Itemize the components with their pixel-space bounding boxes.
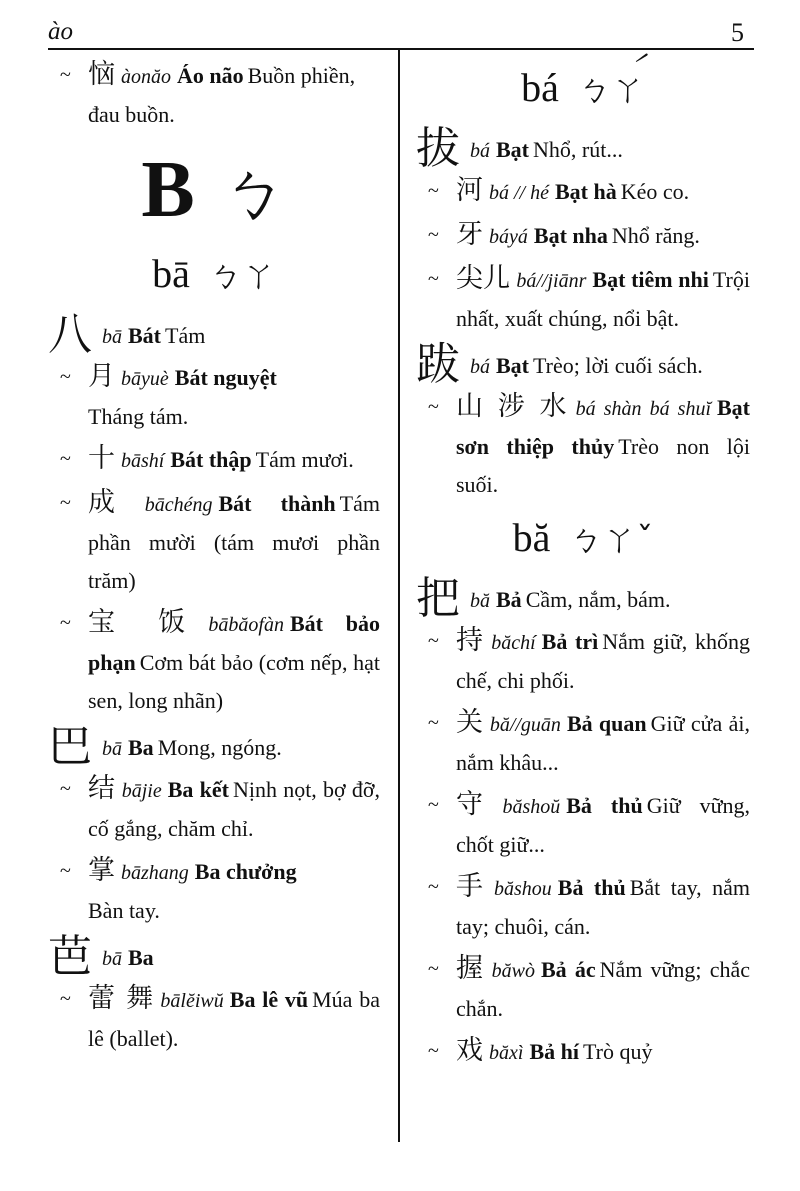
sub-entry [416, 216, 750, 256]
pinyin: bāchéng [144, 494, 213, 516]
hanzi: 尖儿 [456, 263, 511, 294]
pinyin: bá [470, 140, 490, 162]
sino-vietnamese: Bát [128, 323, 161, 348]
sino-vietnamese: Ba kết [167, 777, 229, 802]
sub-entry [48, 484, 380, 600]
sub-entry [48, 440, 380, 480]
meaning: Giữ vững, chốt giữ... [456, 793, 750, 857]
sino-vietnamese: Bạt hà [555, 179, 617, 204]
pinyin: bá [470, 356, 490, 378]
syllable-latin: bá [521, 65, 559, 110]
meaning: Nắm giữ, khống chế, chi phối. [456, 629, 750, 693]
sub-entry [48, 604, 380, 720]
pinyin: bāshí [121, 450, 165, 472]
sub-entry [48, 980, 380, 1058]
meaning: Trội nhất, xuất chúng, nổi bật. [456, 267, 750, 331]
sino-vietnamese: Ba [128, 945, 154, 970]
meaning: Nhổ, rút... [533, 137, 623, 162]
sino-vietnamese: Bạt [496, 137, 529, 162]
tilde-mark: ~ [428, 396, 439, 418]
tilde-mark: ~ [428, 958, 439, 980]
sub-entry-aonao [48, 56, 380, 134]
pinyin: bāzhang [121, 862, 189, 884]
main-entry-ba-hope [48, 721, 380, 772]
meaning: Giữ cửa ải, nắm khâu... [456, 711, 750, 775]
tilde-mark: ~ [428, 794, 439, 816]
pinyin: băwò [491, 960, 535, 982]
headword-hanzi: 八 [48, 309, 92, 360]
hanzi: 结 [88, 773, 116, 804]
section-heading-b [48, 142, 380, 242]
hanzi: 握 [456, 953, 486, 984]
sino-vietnamese: Bát thập [170, 447, 252, 472]
hanzi: 山 涉 水 [456, 391, 570, 422]
header-rule [48, 48, 754, 50]
hanzi: 成 [88, 487, 139, 518]
right-column [416, 56, 750, 1076]
tilde-mark: ~ [60, 778, 71, 800]
pinyin: băxì [489, 1042, 524, 1064]
tilde-mark: ~ [428, 224, 439, 246]
hanzi: 守 [456, 789, 497, 820]
left-column [48, 56, 380, 1062]
pinyin: bă//guān [489, 714, 561, 736]
pinyin: bá // hé [489, 182, 549, 204]
headword-hanzi: 把 [416, 573, 460, 624]
sub-entry [48, 770, 380, 848]
pinyin: bāyuè [121, 368, 169, 390]
meaning: Buồn phiền, đau buồn. [88, 63, 356, 127]
tilde-mark: ~ [60, 366, 71, 388]
hanzi: 宝 饭 [88, 607, 203, 638]
hanzi: 戏 [456, 1035, 483, 1066]
syllable-heading-ba2 [416, 58, 750, 120]
sino-vietnamese: Ba chưởng [194, 859, 297, 884]
sino-vietnamese: Bả [496, 587, 522, 612]
pinyin: băshoŭ [502, 796, 561, 818]
main-entry-ba-grasp [416, 573, 750, 624]
sino-vietnamese: Bát nguyệt [174, 365, 277, 390]
meaning: Tám mươi. [255, 447, 354, 472]
meaning: Nhổ răng. [611, 223, 700, 248]
main-entry-ba-eight [48, 309, 380, 360]
headword-hanzi: 巴 [48, 721, 92, 772]
sino-vietnamese: Bạt [496, 353, 529, 378]
sino-vietnamese: Bả thủ [557, 875, 626, 900]
hanzi: 月 [88, 361, 115, 392]
sino-vietnamese: Bạt nha [533, 223, 608, 248]
meaning: Tám [165, 323, 206, 348]
pinyin: băchí [491, 632, 536, 654]
meaning: Cầm, nắm, bám. [525, 587, 671, 612]
sub-entry [416, 172, 750, 212]
sino-vietnamese: Bạt tiêm nhi [592, 267, 709, 292]
tilde-mark: ~ [60, 860, 71, 882]
meaning: Múa ba lê (ballet). [88, 987, 380, 1051]
sino-vietnamese: Bạt sơn thiệp thủy [456, 395, 750, 459]
meaning: Nịnh nọt, bợ đỡ, cố gắng, chăm chỉ. [88, 777, 381, 841]
tilde-mark: ~ [60, 612, 71, 634]
main-entry-ba-climb [416, 339, 750, 390]
meaning: Cơm bát bảo (cơm nếp, hạt sen, long nhãn) [88, 650, 380, 713]
meaning: Nắm vững; chắc chắn. [456, 957, 750, 1021]
meaning: Bắt tay, nắm tay; chuôi, cán. [456, 875, 750, 939]
sino-vietnamese: Bả trì [541, 629, 599, 654]
sino-vietnamese: Áo não [177, 63, 244, 88]
sub-entry [416, 868, 750, 946]
sino-vietnamese: Ba lê vũ [229, 987, 309, 1012]
sub-entry [48, 358, 380, 436]
hanzi: 牙 [456, 219, 483, 250]
sub-entry [416, 1032, 750, 1072]
pinyin: bā [102, 326, 122, 348]
sino-vietnamese: Bát thành [218, 491, 336, 516]
syllable-latin: bā [152, 251, 190, 296]
hanzi: 掌 [88, 855, 115, 886]
section-letter: B [141, 146, 195, 234]
sino-vietnamese: Bả hí [529, 1039, 579, 1064]
meaning: Tháng tám. [88, 404, 189, 429]
hanzi: 关 [456, 707, 484, 738]
pinyin: àonăo [121, 66, 171, 88]
sub-entry [416, 260, 750, 338]
sub-entry [416, 704, 750, 782]
sub-entry [416, 786, 750, 864]
hanzi: 蕾 舞 [88, 983, 155, 1014]
meaning: Trèo non lội suối. [456, 434, 750, 497]
sino-vietnamese: Ba [128, 735, 154, 760]
tilde-mark: ~ [428, 712, 439, 734]
tilde-mark: ~ [428, 180, 439, 202]
sub-entry [48, 852, 380, 930]
main-entry-ba-banana [48, 931, 380, 982]
tilde-mark: ~ [428, 876, 439, 898]
syllable-heading-ba1 [48, 244, 380, 306]
pinyin: bá shàn bá shuĭ [575, 398, 711, 420]
meaning: Kéo co. [620, 179, 690, 204]
sino-vietnamese: Bả ác [541, 957, 596, 982]
pinyin: bālĕiwŭ [160, 990, 224, 1012]
hanzi: 十 [88, 443, 115, 474]
pinyin: bă [470, 590, 490, 612]
running-head: ào [48, 18, 73, 45]
page-header [48, 18, 750, 48]
tilde-mark: ~ [60, 64, 71, 86]
sino-vietnamese: Bả quan [566, 711, 647, 736]
meaning: Trèo; lời cuối sách. [533, 353, 703, 378]
page-number: 5 [731, 18, 744, 47]
pinyin: báyá [489, 226, 528, 248]
hanzi: 持 [456, 625, 486, 656]
sub-entry [416, 950, 750, 1028]
sub-entry [416, 622, 750, 700]
pinyin: bā [102, 738, 122, 760]
syllable-bopomofo: ㄅㄚˇ [568, 520, 654, 560]
meaning: Tám phần mười (tám mươi phần trăm) [88, 491, 380, 593]
headword-hanzi: 拔 [416, 123, 460, 174]
pinyin: bājie [121, 780, 162, 802]
sino-vietnamese: Bả thủ [566, 793, 643, 818]
tilde-mark: ~ [428, 630, 439, 652]
pinyin: bá//jiānr [516, 270, 587, 292]
sub-entry [416, 388, 750, 504]
pinyin: bā [102, 948, 122, 970]
syllable-latin: bă [512, 515, 551, 560]
tilde-mark: ~ [60, 988, 71, 1010]
tilde-mark: ~ [428, 1040, 439, 1062]
column-divider [398, 50, 400, 1142]
syllable-heading-ba3 [416, 508, 750, 570]
syllable-bopomofo: ㄅㄚ [207, 256, 276, 296]
headword-hanzi: 跋 [416, 339, 460, 390]
hanzi: 手 [456, 871, 488, 902]
main-entry-ba-pull [416, 123, 750, 174]
meaning: Mong, ngóng. [157, 735, 282, 760]
meaning: Bàn tay. [88, 898, 160, 923]
hanzi: 河 [456, 175, 483, 206]
hanzi: 恼 [88, 59, 115, 90]
headword-hanzi: 芭 [48, 931, 92, 982]
tilde-mark: ~ [60, 492, 71, 514]
meaning: Trò quỷ [582, 1039, 653, 1064]
section-bopomofo: ㄅ [218, 154, 287, 233]
syllable-bopomofo: ㄅㄚ́ [576, 70, 645, 110]
tilde-mark: ~ [428, 268, 439, 290]
pinyin: băshou [493, 878, 552, 900]
pinyin: bābăofàn [208, 614, 284, 636]
tilde-mark: ~ [60, 448, 71, 470]
sino-vietnamese: Bát bảo phạn [88, 611, 380, 675]
